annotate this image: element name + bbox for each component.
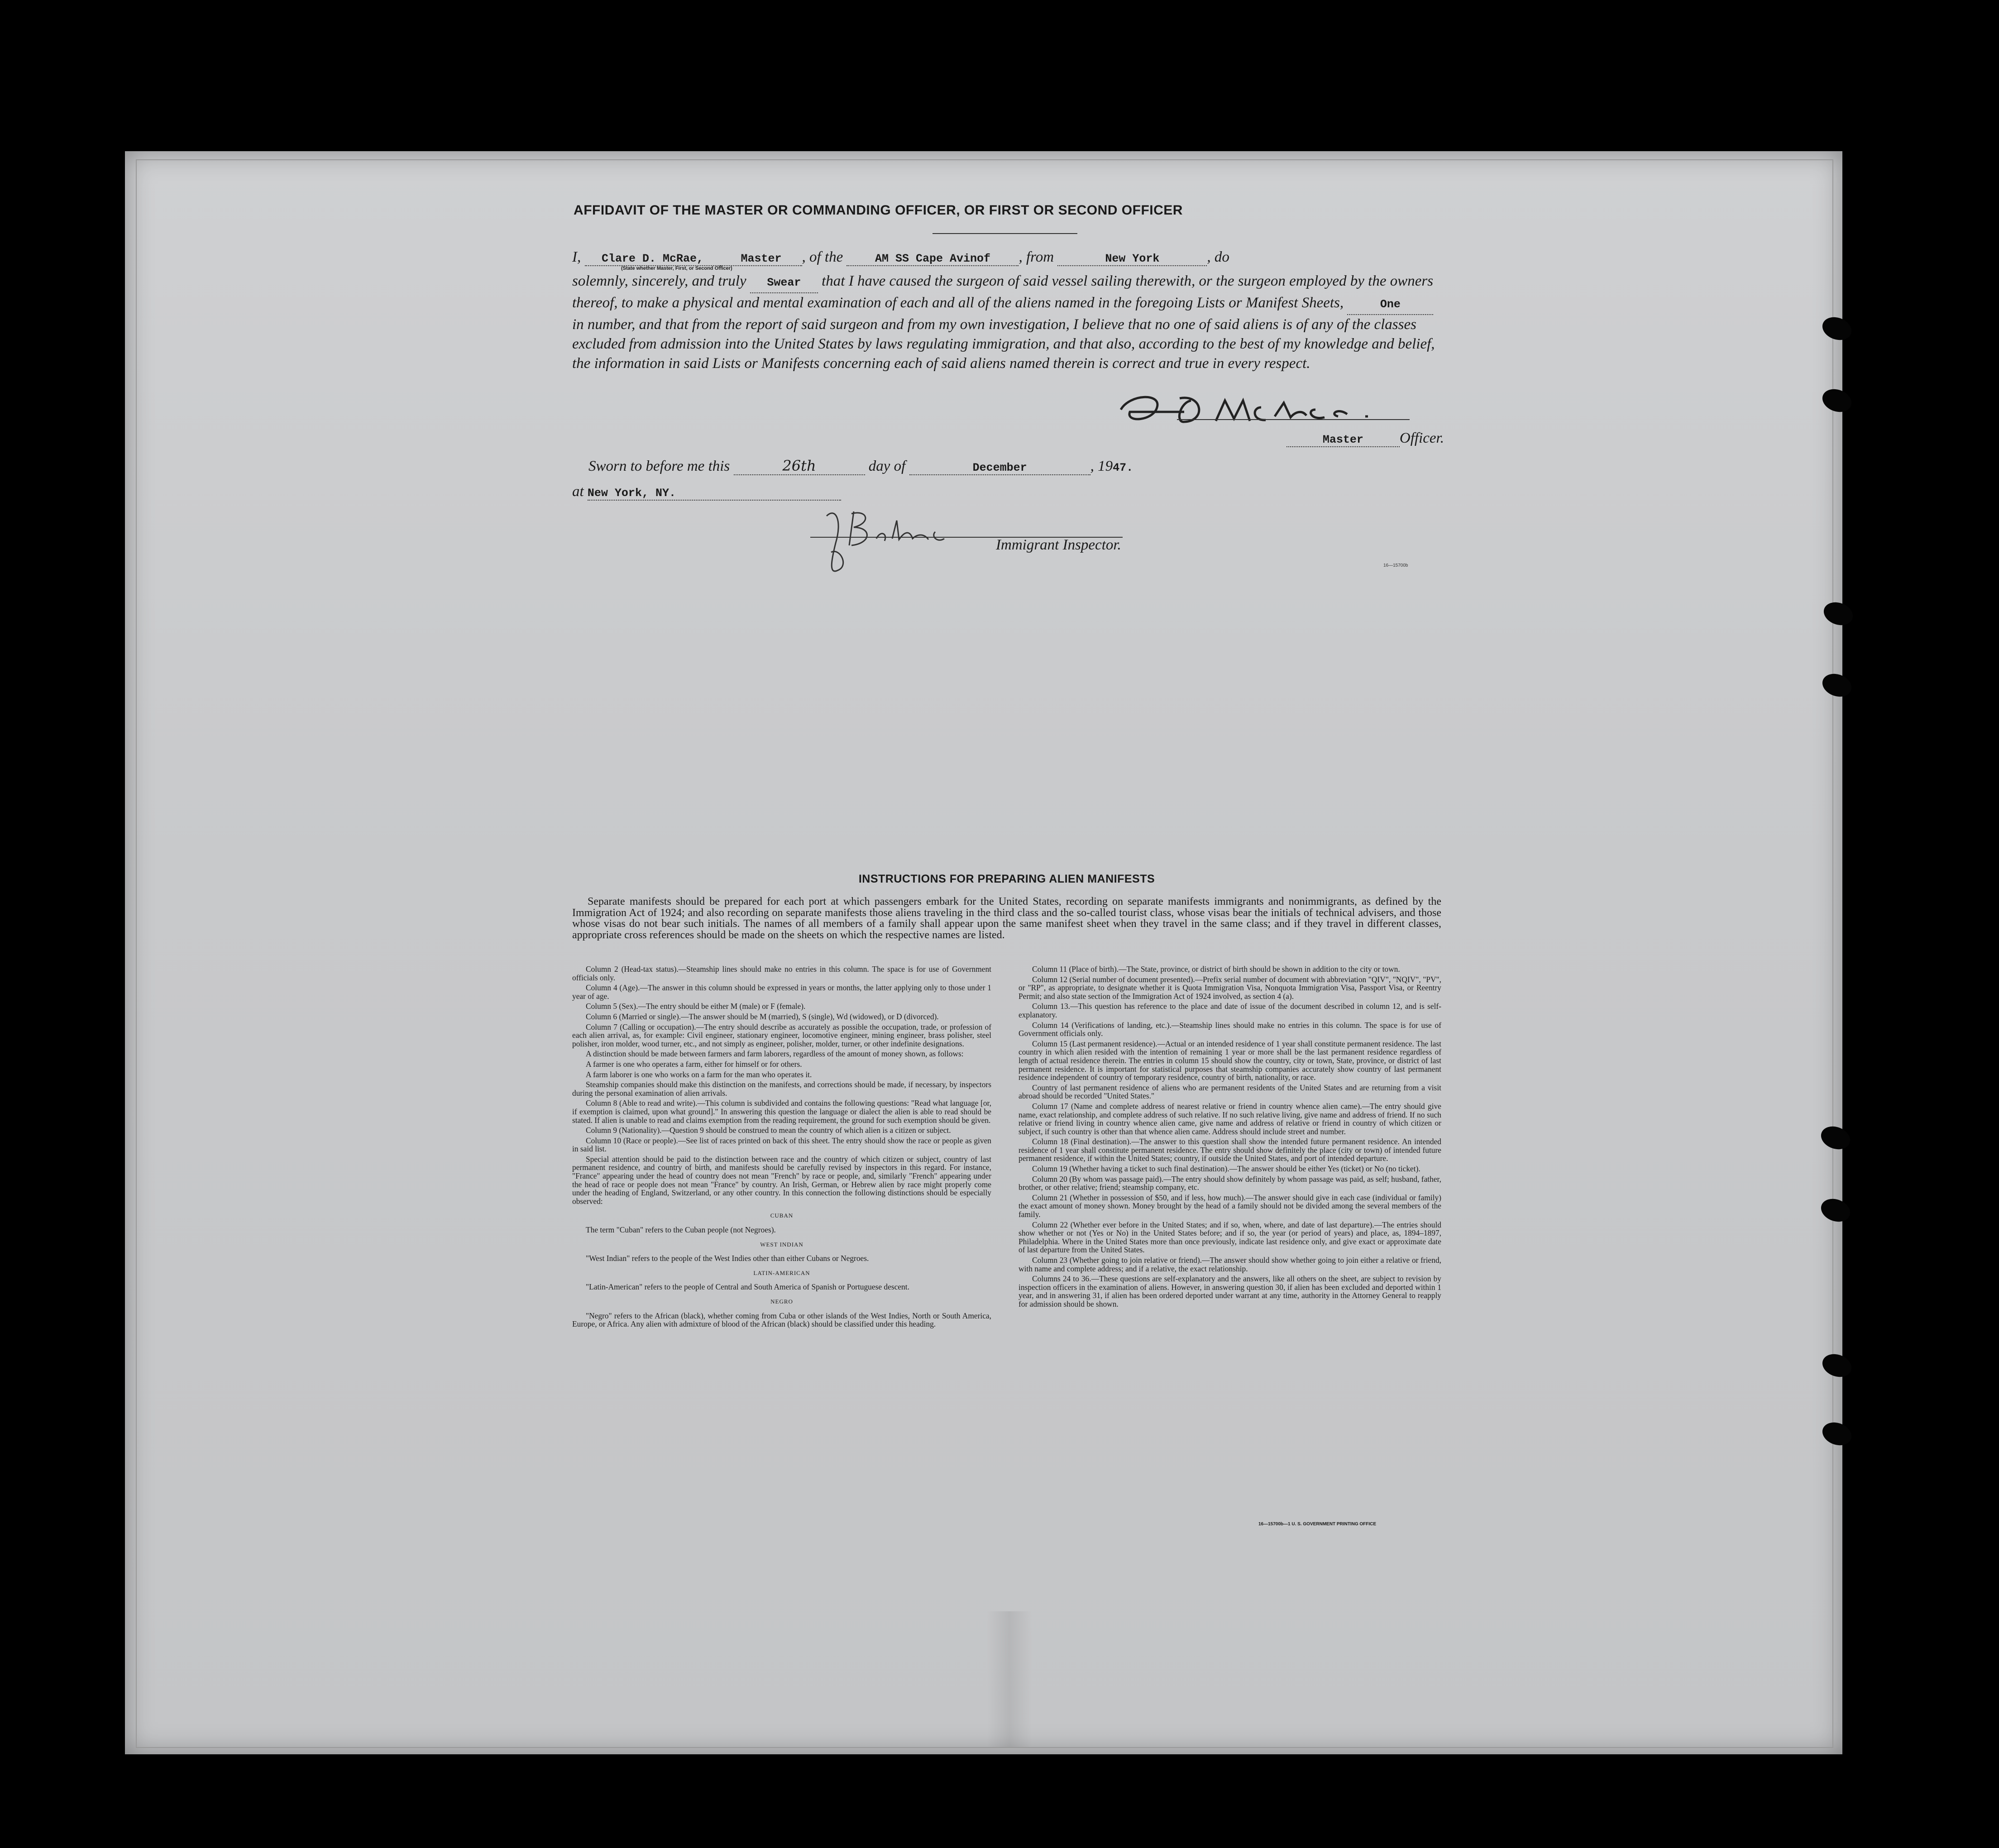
instruction-paragraph: Column 6 (Married or single).—The answer should be M (married), S (single), Wd (widowed), or D (divorced). xyxy=(586,1012,939,1021)
affidavit-line-1: I, Clare D. McRae, Master , of the AM SS Cape Avinof , from New York , do xyxy=(572,249,1229,265)
printing-office-code: 16—15700b—1 U. S. GOVERNMENT PRINTING OFFICE xyxy=(1258,1522,1377,1527)
officer-line: Master Officer. xyxy=(1258,430,1444,447)
section-heading: NEGRO xyxy=(770,1298,793,1305)
instructions-left-column xyxy=(572,965,991,1330)
rank-note: (State whether Master, First, or Second Officer) xyxy=(621,266,732,271)
alien-count: One xyxy=(1347,295,1433,315)
oath-word: Swear xyxy=(750,273,818,293)
instructions-right-column xyxy=(1019,965,1441,1310)
manifest-sheet xyxy=(125,151,1842,1754)
instruction-paragraph: Column 5 (Sex).—The entry should be either M (male) or F (female). xyxy=(586,1002,806,1011)
officer-rank: Master xyxy=(721,252,802,266)
instruction-paragraph: Column 14 (Verifications of landing, etc.).—Steamship lines should make no entries in this column. The space is for use of Government officials only. xyxy=(1019,1020,1441,1038)
section-heading: LATIN-AMERICAN xyxy=(753,1269,810,1276)
instruction-paragraph: Column 17 (Name and complete address of nearest relative or friend in country whence alien came).—The entry should give name, exact relationship, and complete address of such relative. If no such relative living, give name and address of friend. If no such relative or friend living in country whence alien came, give name and address of relative or friend in country of which citizen or subject, if such country is other than that whence alien came. Address should include street and number. xyxy=(1019,1101,1441,1136)
instruction-paragraph: Column 18 (Final destination).—The answer to this question shall show the intended future permanent residence. An intended residence of 1 year shall constitute permanent residence. The entry should show definitely the place (city or town) of intended future permanent residence, if within the United States; country, if outside the United States, and port of intended departure. xyxy=(1019,1137,1441,1163)
master-signature xyxy=(1112,389,1392,430)
departure-port: New York xyxy=(1057,252,1207,266)
place-line: at New York, NY. xyxy=(572,483,1441,501)
instruction-paragraph: Column 20 (By whom was passage paid).—The entry should show definitely by whom passage was paid, as self; husband, father, brother, or other relative; friend; steamship company, etc. xyxy=(1019,1174,1441,1192)
instruction-paragraph: Column 11 (Place of birth).—The State, province, or district of birth should be shown in addition to the city or town. xyxy=(1032,965,1400,974)
section-heading: CUBAN xyxy=(770,1212,794,1219)
instruction-paragraph: "West Indian" refers to the people of the West Indies other than either Cubans or Negroes. xyxy=(586,1254,869,1263)
instruction-paragraph: Special attention should be paid to the distinction between race and the country of which citizen or subject, country of last permanent residence, and country of birth, and manifests should be carefully revised by inspectors in this regard. For instance, "France" appearing under the head of country does not mean "French" by race or people, and, similarly "French" appearing under the head of race or people does not mean "France" by country. An Irish, German, or Hebrew alien by race might properly come under the heading of England, Switzerland, or any other country. In this connection the following distinctions should be especially observed: xyxy=(572,1154,991,1206)
instruction-paragraph: Steamship companies should make this distinction on the manifests, and corrections should be made, if necessary, by inspectors during the personal examination of alien arrivals. xyxy=(572,1080,991,1098)
instruction-paragraph: Column 13.—This question has reference to the place and date of issue of the document described in column 12, and is self-explanatory. xyxy=(1019,1002,1441,1019)
instruction-paragraph: Column 10 (Race or people).—See list of races printed on back of this sheet. The entry should show the race or people as given in said list. xyxy=(572,1136,991,1154)
instructions-intro: Separate manifests should be prepared for each port at which passengers embark for the United States, recording on separate manifests immigrants and nonimmigrants, as defined by the Immigration Act of 1924; and also recording on separate manifests those aliens traveling in the third class and the so-called tourist class, whose visas bear the initials of technical advisers, and those whose visas do not bear such initials. The names of all members of a family shall appear upon the same manifest sheet when they travel in the same class; and if they travel in different classes, appropriate cross references should be made on the sheets on which the respective names are listed. xyxy=(572,896,1441,941)
instruction-paragraph: Column 4 (Age).—The answer in this column should be expressed in years or months, the latter applying only to those under 1 year of age. xyxy=(572,983,991,1001)
instruction-paragraph: Column 7 (Calling or occupation).—The entry should describe as accurately as possible the occupation, trade, or profession of each alien arrival, as, for example: Civil engineer, stationary engineer, locomotive engineer, mining engineer, brass polisher, steel polisher, iron molder, wood turner, etc., and not simply as engineer, polisher, molder, turner, or other indefinite designations. xyxy=(572,1022,991,1048)
sworn-place: New York, NY. xyxy=(588,487,841,501)
instruction-paragraph: A farm laborer is one who works on a farm for the man who operates it. xyxy=(586,1070,812,1079)
fold-shadow xyxy=(987,1611,1032,1747)
instruction-paragraph: Column 23 (Whether going to join relative or friend).—The answer should show whether going to join either a relative or friend, with name and complete address; and if a relative, the exact relationship. xyxy=(1019,1256,1441,1273)
instruction-paragraph: Column 2 (Head-tax status).—Steamship lines should make no entries in this column. The space is for use of Government officials only. xyxy=(572,965,991,982)
instruction-paragraph: Column 15 (Last permanent residence).—Actual or an intended residence of 1 year shall constitute permanent residence. The last country in which alien resided with the intention of remaining 1 year or more shall be the last permanent residence regardless of length of actual residence therein. The entries in column 15 should show the country, city or town, State, province, or district of last permanent residence. It is important for statistical purposes that steamship companies accurately show country of last permanent residence independent of country of temporary residence, country of birth, nationality, or race. xyxy=(1019,1039,1441,1082)
instruction-paragraph: The term "Cuban" refers to the Cuban people (not Negroes). xyxy=(586,1225,776,1235)
instruction-paragraph: "Negro" refers to the African (black), whether coming from Cuba or other islands of the West Indies, North or South America, Europe, or Africa. Any alien with admixture of blood of the African (black) should be classified under this heading. xyxy=(572,1311,991,1329)
instruction-paragraph: Country of last permanent residence of aliens who are permanent residents of the United States and are returning from a visit abroad should be recorded "United States." xyxy=(1019,1083,1441,1101)
sworn-month: December xyxy=(909,461,1090,475)
instruction-paragraph: Column 19 (Whether having a ticket to such final destination).—The answer should be either Yes (ticket) or No (no ticket). xyxy=(1032,1164,1420,1174)
instruction-paragraph: Column 21 (Whether in possession of $50, and if less, how much).—The answer should give in each case (individual or family) the exact amount of money shown. Money brought by the head of a family should not be divided among the several members of the family. xyxy=(1019,1193,1441,1219)
instruction-paragraph: Columns 24 to 36.—These questions are self-explanatory and the answers, like all others on the sheet, are subject to revision by inspection officers in the examination of aliens. However, in answering question 30, if alien has been excluded and deported within 1 year, and in answering 31, if alien has been ordered deported under warrant at any time, authority in the Attorney General to reapply for admission should be shown. xyxy=(1019,1274,1441,1308)
instruction-paragraph: A farmer is one who operates a farm, either for himself or for others. xyxy=(586,1059,802,1069)
inspector-signature xyxy=(808,502,962,584)
form-code: 16—15700b xyxy=(1383,563,1408,568)
instruction-paragraph: Column 12 (Serial number of document presented).—Prefix serial number of document with abbreviation "QIV", "NQIV", "PV", or "RP", as appropriate, to designate whether it is Quota Immigration Visa, Nonquota Immigration Visa, Passport Visa, or Reentry Permit; and also state section of the Immigration Act of 1924 involved, as section 4 (a). xyxy=(1019,974,1441,1001)
inspector-label: Immigrant Inspector. xyxy=(996,537,1121,553)
instructions-title: INSTRUCTIONS FOR PREPARING ALIEN MANIFESTS xyxy=(858,873,1155,885)
signature-line xyxy=(1177,419,1410,420)
instruction-paragraph: A distinction should be made between farmers and farm laborers, regardless of the amount of money shown, as follows: xyxy=(586,1049,964,1059)
sworn-year: 47. xyxy=(1113,461,1133,474)
sworn-day: 26th xyxy=(734,457,865,475)
officer-rank-line: Master xyxy=(1286,433,1400,447)
instruction-paragraph: Column 8 (Able to read and write).—This column is subdivided and contains the following questions: "Read what language [or, if exemption is claimed, upon what ground]." In answering this question the language or dialect the alien is able to read should be stated. If alien is unable to read and claims exemption from the reading requirement, the ground for such exemption should be given. xyxy=(572,1098,991,1125)
officer-name: Clare D. McRae, xyxy=(585,252,721,266)
title-rule xyxy=(933,233,1077,234)
affidavit-title: AFFIDAVIT OF THE MASTER OR COMMANDING OFFICER, OR FIRST OR SECOND OFFICER xyxy=(574,203,1183,218)
instruction-paragraph: Column 22 (Whether ever before in the United States; and if so, when, where, and date of last departure).—The entries should show whether or not (Yes or No) in the United States before; and if so, the year (or period of years) and place, as, 1894–1897, Philadelphia. Where in the United States more than once previously, indicate last residence only, and give exact or approximate date of last departure from the United States. xyxy=(1019,1220,1441,1255)
sworn-line: Sworn to before me this 26th day of December , 1947. xyxy=(588,457,1133,474)
instruction-paragraph: Column 9 (Nationality).—Question 9 should be construed to mean the country of which alien is a citizen or subject. xyxy=(586,1126,951,1135)
vessel-name: AM SS Cape Avinof xyxy=(846,252,1019,266)
instruction-paragraph: "Latin-American" refers to the people of Central and South America of Spanish or Portuguese descent. xyxy=(586,1282,909,1292)
affidavit-body: solemnly, sincerely, and truly Swear that I have caused the surgeon of said vessel sailing therewith, or the surgeon employed by the owners thereof, to make a physical and mental examination of each and all of the aliens named in the foregoing Lists or Manifest Sheets, One in number, and that from the report of said surgeon and from my own investigation, I believe that no one of said aliens is of any of the classes excluded from admission into the United States by laws regulating immigration, and that also, according to the best of my knowledge and belief, the information in said Lists or Manifests concerning each of said aliens named therein is correct and true in every respect. xyxy=(572,273,1435,372)
section-heading: WEST INDIAN xyxy=(760,1241,803,1248)
